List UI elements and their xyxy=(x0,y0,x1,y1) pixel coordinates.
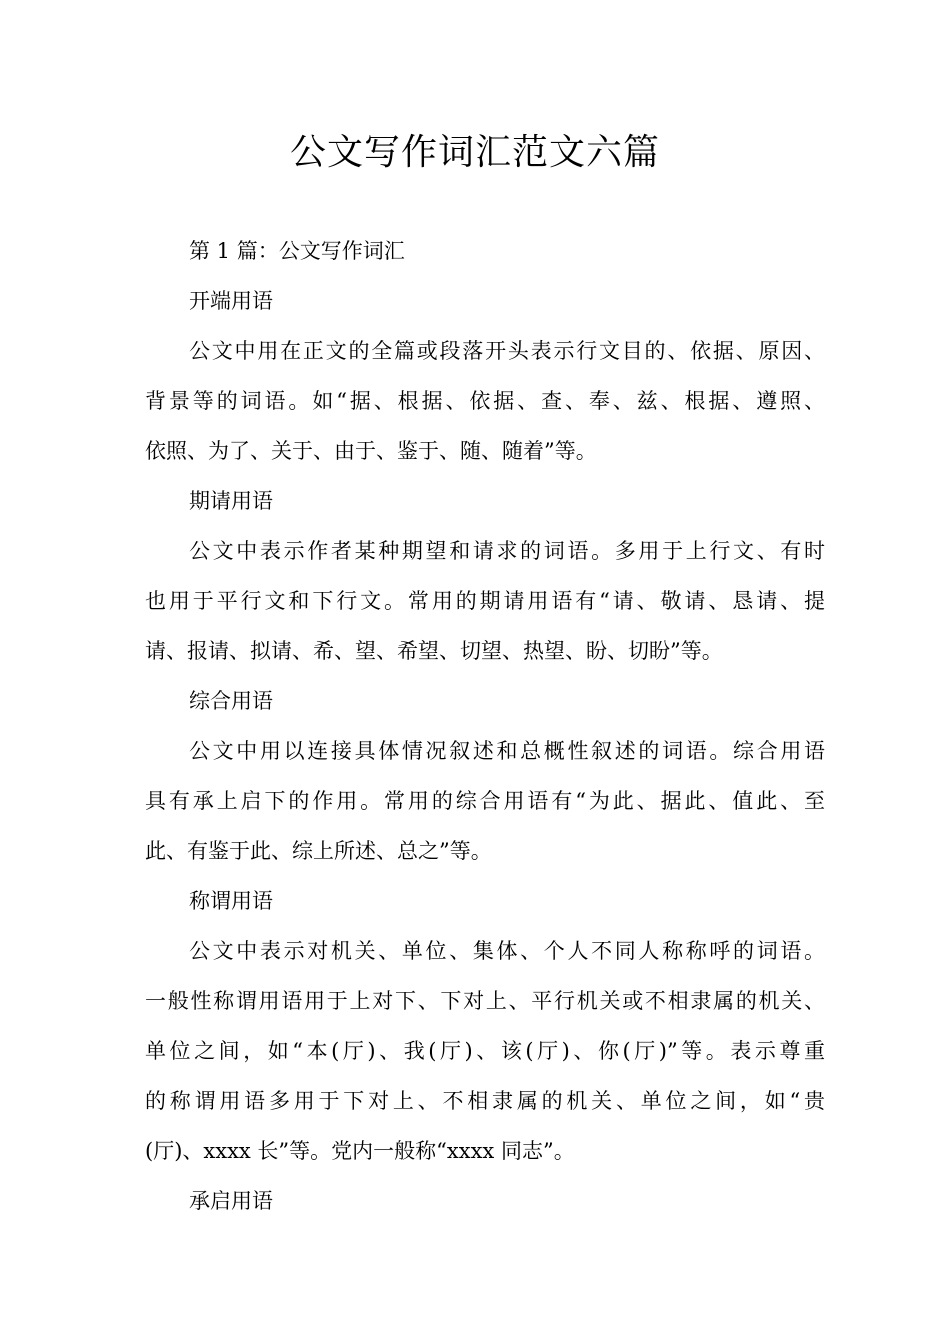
paragraph-line: 具有承上启下的作用。常用的综合用语有“为此、据此、值此、至 xyxy=(145,789,825,813)
paragraph-address-terms xyxy=(145,926,825,1176)
paragraph-line: 依照、为了、关于、由于、鉴于、随、随着”等。 xyxy=(145,439,597,463)
paragraph-line: 公文中用在正文的全篇或段落开头表示行文目的、依据、原因、 xyxy=(189,339,825,363)
paragraph-line: (厅)、xxxx 长”等。党内一般称“xxxx 同志”。 xyxy=(145,1139,575,1163)
paragraph-line: 也用于平行文和下行文。常用的期请用语有“请、敬请、恳请、提 xyxy=(145,589,825,613)
section-heading-transition-terms: 承启用语 xyxy=(189,1189,273,1213)
paragraph-request-terms xyxy=(145,526,825,676)
section-heading-summary-terms: 综合用语 xyxy=(189,689,273,713)
paragraph-line: 单位之间，如“本(厅)、我(厅)、该(厅)、你(厅)”等。表示尊重 xyxy=(145,1039,825,1063)
section-heading-opening-terms: 开端用语 xyxy=(189,289,273,313)
paragraph-summary-terms xyxy=(145,726,825,876)
paragraph-line: 背景等的词语。如“据、根据、依据、查、奉、兹、根据、遵照、 xyxy=(145,389,825,413)
paragraph-line: 公文中表示对机关、单位、集体、个人不同人称称呼的词语。 xyxy=(189,939,825,963)
paragraph-line: 公文中表示作者某种期望和请求的词语。多用于上行文、有时 xyxy=(189,539,825,563)
paragraph-line: 公文中用以连接具体情况叙述和总概性叙述的词语。综合用语 xyxy=(189,739,825,763)
section-heading-request-terms: 期请用语 xyxy=(189,489,273,513)
document-title: 公文写作词汇范文六篇 xyxy=(289,132,660,173)
paragraph-line: 此、有鉴于此、综上所述、总之”等。 xyxy=(145,839,492,863)
paragraph-line: 一般性称谓用语用于上对下、下对上、平行机关或不相隶属的机关、 xyxy=(145,989,825,1013)
paragraph-opening-terms xyxy=(145,326,825,476)
document-body xyxy=(145,226,825,1226)
section-heading-address-terms: 称谓用语 xyxy=(189,889,273,913)
paragraph-line: 的称谓用语多用于下对上、不相隶属的机关、单位之间，如“贵 xyxy=(145,1089,825,1113)
paragraph-line: 请、报请、拟请、希、望、希望、切望、热望、盼、切盼”等。 xyxy=(145,639,723,663)
section-heading-article-1: 第 1 篇：公文写作词汇 xyxy=(189,239,405,263)
